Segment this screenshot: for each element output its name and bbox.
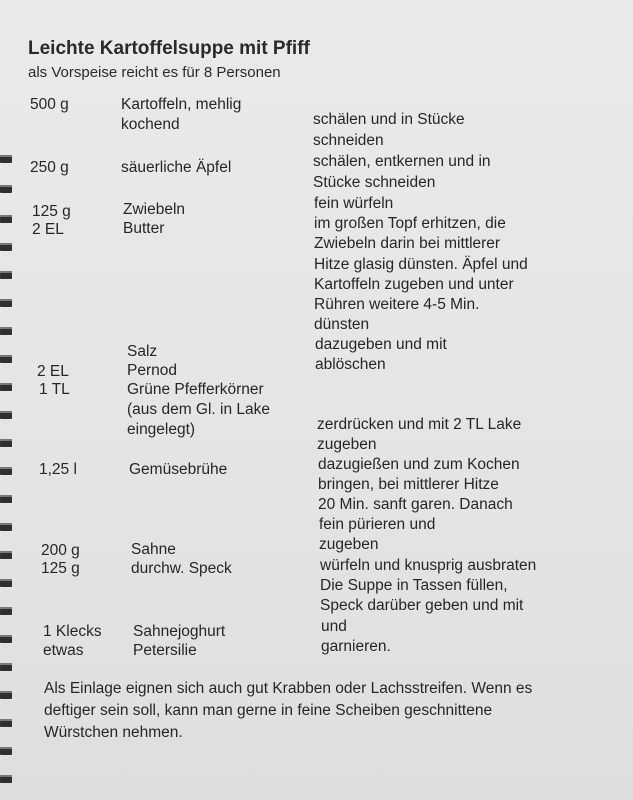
binding-ring [0, 607, 12, 615]
binding-ring [0, 775, 12, 783]
instruction-line: Zwiebeln darin bei mittlerer [314, 235, 501, 252]
ingredient: Sahnejoghurt [133, 623, 226, 640]
instruction-line: dazugießen und zum Kochen [318, 456, 520, 473]
binding-ring [0, 467, 12, 475]
instruction-line: Rühren weitere 4-5 Min. [314, 296, 480, 313]
binding-ring [0, 383, 12, 391]
binding-ring [0, 719, 12, 727]
binding-ring [0, 185, 12, 193]
instruction-line: schälen und in Stücke [313, 111, 465, 128]
binding-ring [0, 411, 12, 419]
quantity: 1 TL [39, 381, 70, 398]
ingredient: Kartoffeln, mehlig [121, 96, 242, 113]
instruction-line: dünsten [314, 316, 370, 333]
footer-note [44, 678, 604, 744]
binding-ring [0, 271, 12, 279]
instruction-line: bringen, bei mittlerer Hitze [318, 476, 499, 493]
binding-ring [0, 243, 12, 251]
binding-ring [0, 747, 12, 755]
instruction-line: Stücke schneiden [313, 174, 436, 191]
recipe-title: Leichte Kartoffelsuppe mit Pfiff [28, 38, 310, 59]
ingredient: Pernod [127, 362, 177, 379]
spiral-binding [0, 0, 18, 800]
ingredient: durchw. Speck [131, 560, 232, 577]
instruction-line: ablöschen [315, 356, 386, 373]
quantity: 125 g [41, 560, 80, 577]
binding-ring [0, 523, 12, 531]
footer-line: Würstchen nehmen. [44, 724, 183, 741]
ingredient: Grüne Pfefferkörner [127, 381, 264, 398]
ingredient: Salz [127, 343, 158, 360]
quantity: 500 g [30, 96, 69, 113]
quantity: etwas [43, 642, 84, 659]
ingredient: kochend [121, 116, 180, 133]
binding-ring [0, 439, 12, 447]
instruction-line: fein pürieren und [319, 516, 436, 533]
binding-ring [0, 551, 12, 559]
ingredient: Zwiebeln [123, 201, 186, 218]
quantity: 1 Klecks [43, 623, 102, 640]
ingredient: säuerliche Äpfel [121, 159, 232, 176]
ingredient: Butter [123, 220, 165, 237]
binding-ring [0, 691, 12, 699]
quantity: 2 EL [32, 221, 64, 238]
ingredient: Gemüsebrühe [129, 461, 228, 478]
binding-ring [0, 355, 12, 363]
instruction-line: schälen, entkernen und in [313, 153, 491, 170]
binding-ring [0, 579, 12, 587]
footer-line: Als Einlage eignen sich auch gut Krabben oder Lachsstreifen. Wenn es [44, 680, 533, 697]
binding-ring [0, 327, 12, 335]
ingredient: Sahne [131, 541, 176, 558]
ingredient: Petersilie [133, 642, 197, 659]
quantity: 250 g [30, 159, 69, 176]
instruction-line: garnieren. [321, 638, 391, 655]
recipe-subtitle: als Vorspeise reicht es für 8 Personen [28, 64, 281, 81]
instruction-line: dazugeben und mit [315, 336, 447, 353]
instruction-line: schneiden [313, 132, 384, 149]
binding-ring [0, 299, 12, 307]
instruction-line: im großen Topf erhitzen, die [314, 215, 506, 232]
binding-ring [0, 635, 12, 643]
quantity: 200 g [41, 542, 80, 559]
instruction-line: zugeben [319, 536, 379, 553]
instruction-line: und [321, 618, 347, 635]
ingredient: eingelegt) [127, 421, 196, 438]
instruction-line: fein würfeln [314, 195, 394, 212]
quantity: 2 EL [37, 363, 69, 380]
binding-ring [0, 215, 12, 223]
instruction-line: zugeben [317, 436, 377, 453]
ingredient: (aus dem Gl. in Lake [127, 401, 271, 418]
binding-ring [0, 495, 12, 503]
quantity: 1,25 l [39, 461, 77, 478]
instruction-line: Speck darüber geben und mit [320, 597, 524, 614]
instruction-line: zerdrücken und mit 2 TL Lake [317, 416, 522, 433]
instruction-line: würfeln und knusprig ausbraten [320, 557, 537, 574]
instruction-line: 20 Min. sanft garen. Danach [318, 496, 513, 513]
binding-ring [0, 663, 12, 671]
binding-ring [0, 155, 12, 163]
instruction-line: Die Suppe in Tassen füllen, [320, 577, 508, 594]
quantity: 125 g [32, 203, 71, 220]
instruction-line: Hitze glasig dünsten. Äpfel und [314, 256, 528, 273]
instruction-line: Kartoffeln zugeben und unter [314, 276, 514, 293]
footer-line: deftiger sein soll, kann man gerne in feine Scheiben geschnittene [44, 702, 493, 719]
